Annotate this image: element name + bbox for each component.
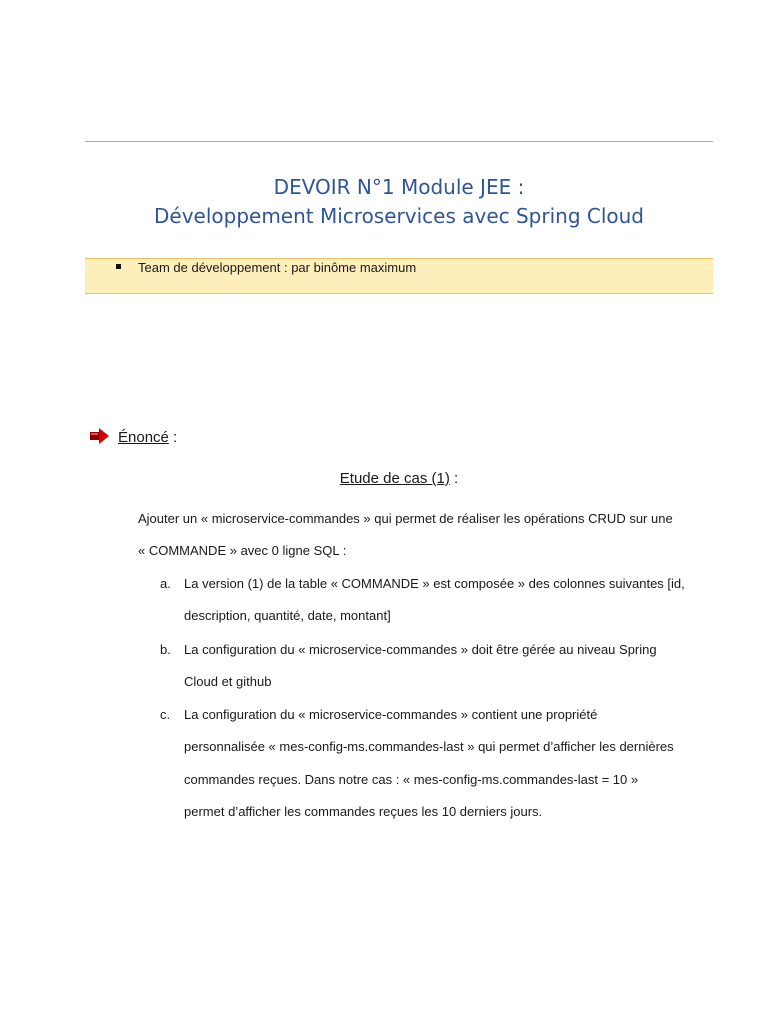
section-heading (118, 428, 177, 448)
case-study-title (85, 469, 713, 489)
section-heading-suffix: : (168, 429, 178, 446)
list-item-c-line1: La configuration du « microservice-commandes » contient une propriété (184, 707, 598, 722)
list-item-c-line3: commandes reçues. Dans notre cas : « mes-config-ms.commandes-last = 10 » (184, 772, 639, 787)
red-arrow-icon (90, 428, 110, 444)
intro-line-2: « COMMANDE » avec 0 ligne SQL : (138, 543, 347, 558)
page-title-line1: DEVOIR N°1 Module JEE : (273, 175, 525, 199)
list-marker-a: a. (160, 576, 171, 591)
case-study-title-suffix: : (449, 470, 459, 487)
section-heading-text: Énoncé (118, 429, 169, 446)
team-info-box (85, 258, 713, 294)
list-marker-b: b. (160, 642, 171, 657)
list-marker-c: c. (160, 707, 171, 722)
list-item-c-line2: personnalisée « mes-config-ms.commandes-last » qui permet d’afficher les dernières (184, 739, 674, 754)
intro-line-1: Ajouter un « microservice-commandes » qui permet de réaliser les opérations CRUD sur une (138, 511, 673, 526)
header-rule (85, 141, 713, 142)
team-text: Team de développement : par binôme maximum (138, 260, 417, 275)
list-item-c-line4: permet d’afficher les commandes reçues les 10 derniers jours. (184, 804, 543, 819)
case-study-title-text: Etude de cas (1) (339, 470, 450, 487)
list-item-b-line1: La configuration du « microservice-commandes » doit être gérée au niveau Spring (184, 642, 657, 657)
square-bullet-icon (116, 264, 121, 269)
list-item-a-line1: La version (1) de la table « COMMANDE » est composée » des colonnes suivantes [id, (184, 576, 685, 591)
list-item-b-line2: Cloud et github (184, 674, 272, 689)
list-item-a-line2: description, quantité, date, montant] (184, 608, 391, 623)
page-title-line2: Développement Microservices avec Spring Cloud (153, 204, 645, 228)
